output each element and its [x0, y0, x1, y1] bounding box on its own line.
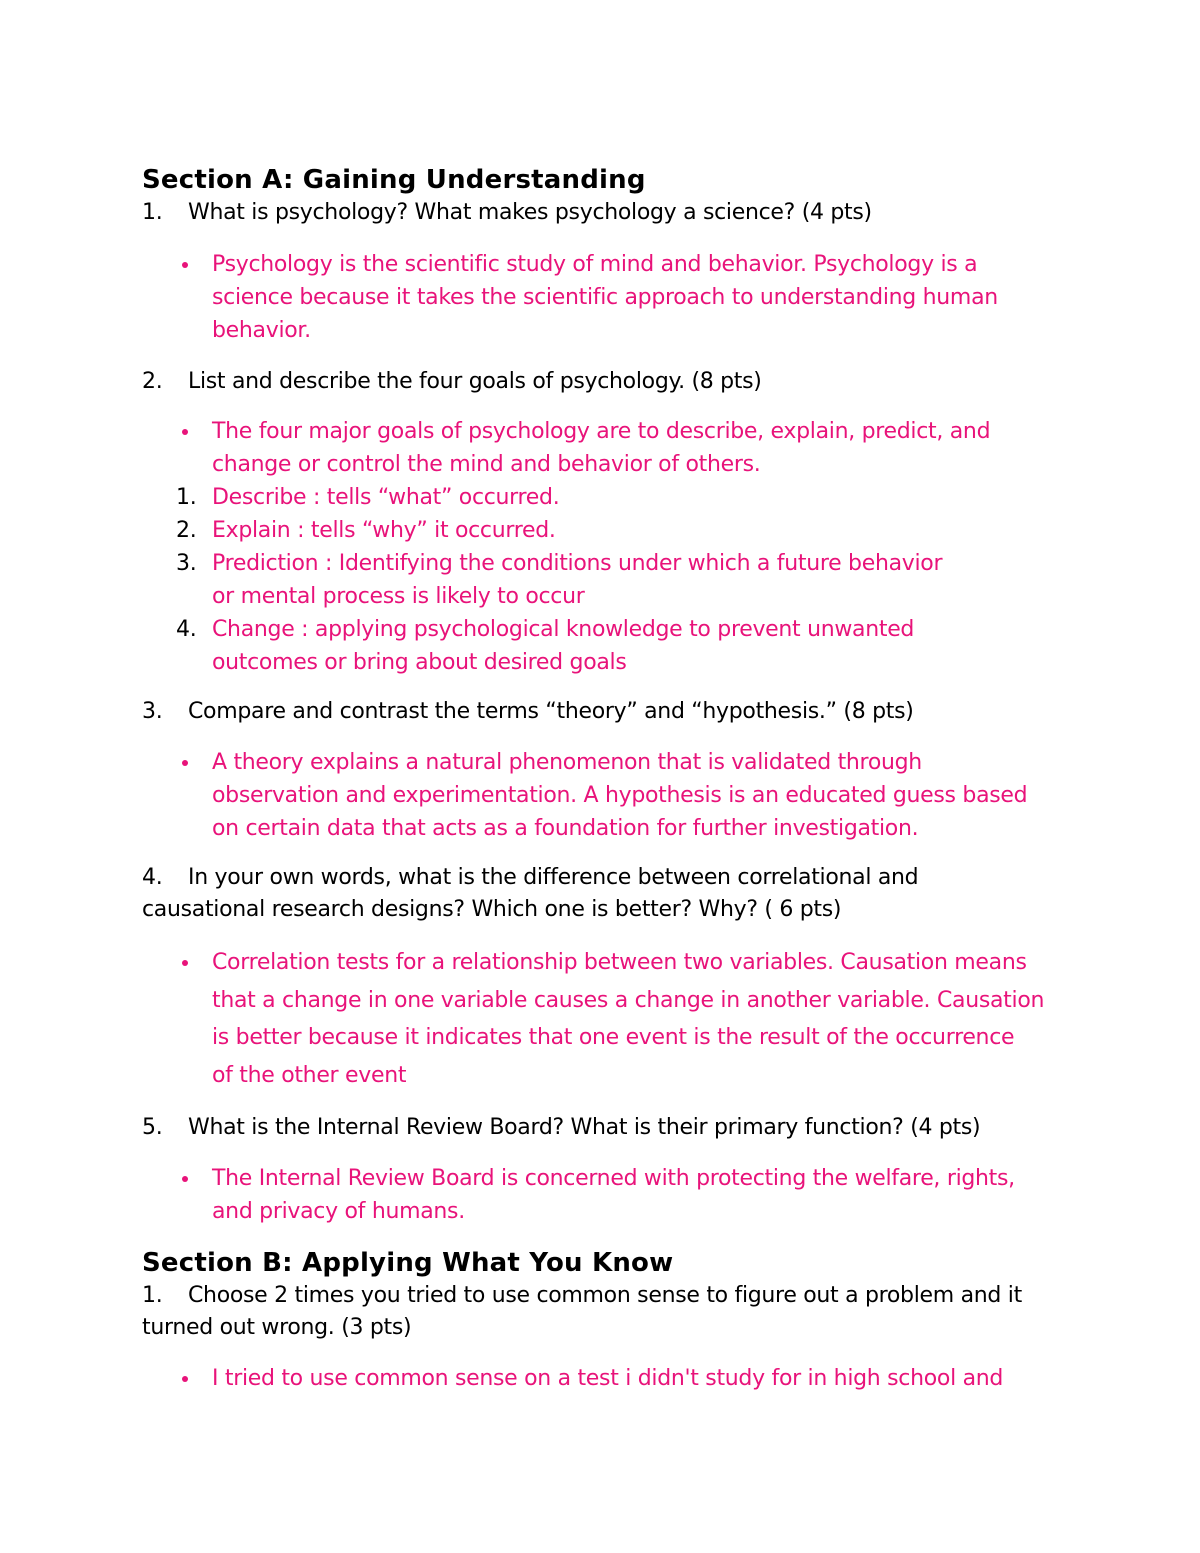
answer-b1: [142, 1362, 1057, 1395]
question-a5: [142, 1112, 1057, 1144]
goal-item-change: [142, 613, 1057, 679]
question-a3: [142, 696, 1057, 728]
question-text: List and describe the four goals of psychology. (8 pts): [188, 369, 762, 394]
answer-a1: [142, 248, 1057, 347]
bullet-icon: [182, 1176, 188, 1182]
question-number: 1.: [142, 200, 163, 225]
question-b1-continued: turned out wrong. (3 pts): [142, 1315, 412, 1340]
question-number: 5.: [142, 1115, 163, 1140]
answer-line: and privacy of humans.: [212, 1199, 465, 1224]
question-number: 2.: [142, 369, 163, 394]
question-a2: [142, 366, 1057, 398]
answer-line: of the other event: [212, 1062, 407, 1088]
bullet-icon: [182, 429, 188, 435]
answer-line: science because it takes the scientific approach to understanding human: [212, 285, 998, 310]
answer-line: that a change in one variable causes a change in another variable. Causation: [212, 987, 1045, 1013]
bullet-icon: [182, 1376, 188, 1382]
answer-line: Psychology is the scientific study of mind and behavior. Psychology is a: [212, 252, 978, 277]
goal-item-describe: [142, 481, 1057, 514]
goal-text: outcomes or bring about desired goals: [212, 650, 627, 675]
bullet-icon: [182, 262, 188, 268]
question-a4: [142, 862, 1057, 894]
answer-line: I tried to use common sense on a test i didn't study for in high school and: [212, 1366, 1004, 1391]
goal-text: or mental process is likely to occur: [212, 584, 585, 609]
goal-text: Describe : tells “what” occurred.: [212, 485, 560, 510]
goal-number: 1.: [176, 485, 197, 510]
question-a4-continued: causational research designs? Which one is better? Why? ( 6 pts): [142, 897, 842, 922]
goal-number: 2.: [176, 518, 197, 543]
answer-line: The four major goals of psychology are to describe, explain, predict, and: [212, 419, 991, 444]
goal-text: Change : applying psychological knowledge to prevent unwanted: [212, 617, 915, 642]
answer-line: The Internal Review Board is concerned with protecting the welfare, rights,: [212, 1166, 1015, 1191]
question-b1: [142, 1280, 1057, 1312]
answer-line: is better because it indicates that one event is the result of the occurrence: [212, 1025, 1015, 1050]
question-text: What is the Internal Review Board? What is their primary function? (4 pts): [188, 1115, 981, 1140]
goal-text: Explain : tells “why” it occurred.: [212, 518, 556, 543]
question-number: 1.: [142, 1283, 163, 1308]
question-text: What is psychology? What makes psychology a science? (4 pts): [188, 200, 872, 225]
answer-line: observation and experimentation. A hypothesis is an educated guess based: [212, 783, 1028, 808]
answer-a2: [142, 415, 1057, 481]
question-text: In your own words, what is the difference between correlational and: [188, 865, 919, 890]
question-number: 4.: [142, 865, 163, 890]
question-text: Choose 2 times you tried to use common sense to figure out a problem and it: [188, 1283, 1022, 1308]
goal-number: 4.: [176, 617, 197, 642]
goal-text: Prediction : Identifying the conditions under which a future behavior: [212, 551, 943, 576]
bullet-icon: [182, 760, 188, 766]
question-a1: [142, 197, 1057, 229]
answer-line: A theory explains a natural phenomenon that is validated through: [212, 750, 922, 775]
answer-line: Correlation tests for a relationship between two variables. Causation means: [212, 950, 1027, 975]
goals-list: [142, 481, 1057, 679]
answer-a5: [142, 1162, 1057, 1228]
answer-line: change or control the mind and behavior of others.: [212, 452, 761, 477]
goal-item-prediction: [142, 547, 1057, 613]
section-b-heading: Section B: Applying What You Know: [142, 1248, 674, 1278]
question-text: Compare and contrast the terms “theory” and “hypothesis.” (8 pts): [188, 699, 914, 724]
goal-item-explain: [142, 514, 1057, 547]
goal-number: 3.: [176, 551, 197, 576]
document-page: [142, 163, 1057, 1395]
answer-a3: [142, 746, 1057, 845]
bullet-icon: [182, 960, 188, 966]
question-number: 3.: [142, 699, 163, 724]
answer-line: behavior.: [212, 318, 311, 343]
answer-a4: [142, 944, 1057, 1094]
answer-line: on certain data that acts as a foundation for further investigation.: [212, 816, 919, 841]
section-a-heading: Section A: Gaining Understanding: [142, 165, 646, 195]
